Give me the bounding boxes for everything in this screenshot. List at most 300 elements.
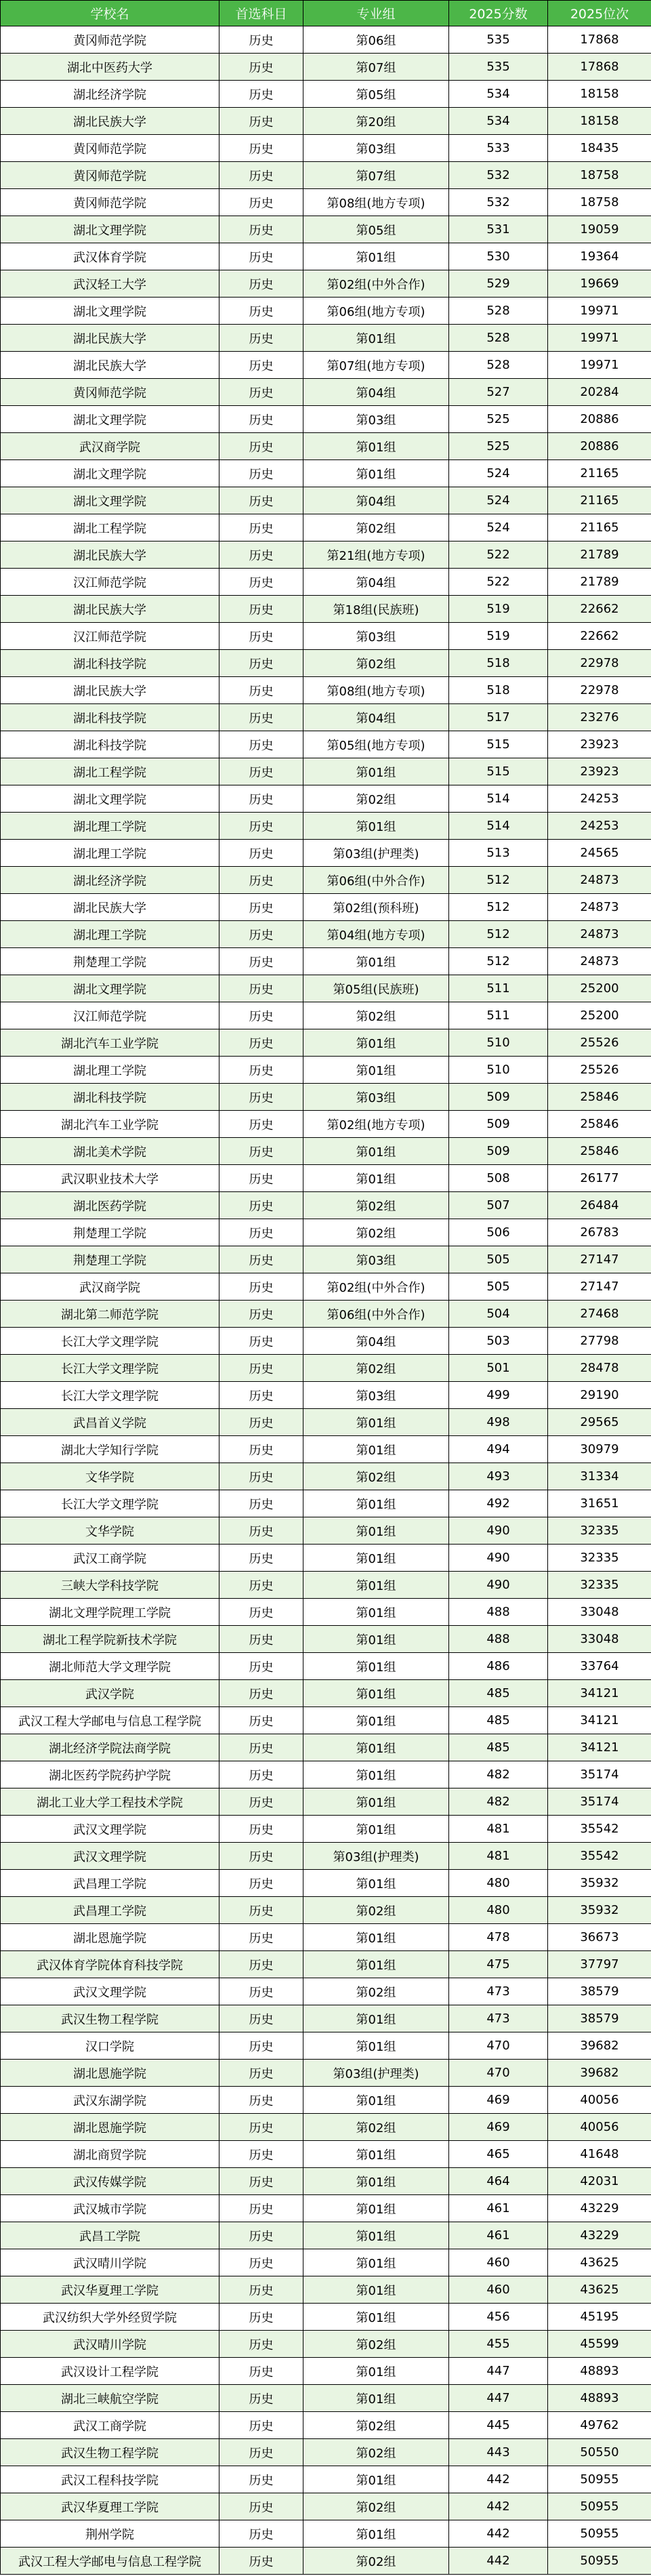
cell-score: 525 xyxy=(449,406,548,433)
cell-subject: 历史 xyxy=(219,2087,303,2114)
table-row xyxy=(1,1029,651,1057)
cell-subject: 历史 xyxy=(219,569,303,596)
table-row xyxy=(1,1626,651,1653)
table-row xyxy=(1,2412,651,2439)
cell-score: 532 xyxy=(449,162,548,189)
cell-school-name: 湖北医药学院药护学院 xyxy=(1,1761,219,1788)
cell-school-name: 武汉生物工程学院 xyxy=(1,2005,219,2032)
cell-subject: 历史 xyxy=(219,2168,303,2195)
cell-rank: 19669 xyxy=(548,270,651,298)
cell-major-group: 第01组 xyxy=(303,1545,449,1572)
cell-rank: 34121 xyxy=(548,1734,651,1761)
cell-major-group: 第02组 xyxy=(303,785,449,813)
cell-subject: 历史 xyxy=(219,1951,303,1978)
cell-subject: 历史 xyxy=(219,81,303,108)
cell-score: 485 xyxy=(449,1680,548,1707)
cell-subject: 历史 xyxy=(219,1843,303,1870)
table-row xyxy=(1,1382,651,1409)
cell-school-name: 湖北恩施学院 xyxy=(1,1924,219,1951)
cell-major-group: 第01组 xyxy=(303,1626,449,1653)
cell-rank: 40056 xyxy=(548,2087,651,2114)
table-row xyxy=(1,569,651,596)
cell-subject: 历史 xyxy=(219,1707,303,1734)
cell-score: 503 xyxy=(449,1328,548,1355)
cell-school-name: 武汉工程科技学院 xyxy=(1,2466,219,2493)
cell-score: 530 xyxy=(449,243,548,270)
cell-subject: 历史 xyxy=(219,894,303,921)
cell-major-group: 第02组 xyxy=(303,1219,449,1246)
cell-score: 525 xyxy=(449,433,548,460)
cell-school-name: 湖北经济学院法商学院 xyxy=(1,1734,219,1761)
cell-subject: 历史 xyxy=(219,1165,303,1192)
cell-school-name: 武汉东湖学院 xyxy=(1,2087,219,2114)
table-row xyxy=(1,270,651,298)
cell-major-group: 第06组(中外合作) xyxy=(303,867,449,894)
cell-school-name: 湖北师范大学文理学院 xyxy=(1,1653,219,1680)
cell-major-group: 第04组(地方专项) xyxy=(303,921,449,948)
cell-rank: 34121 xyxy=(548,1707,651,1734)
cell-major-group: 第01组 xyxy=(303,1029,449,1057)
cell-score: 512 xyxy=(449,867,548,894)
cell-major-group: 第03组(护理类) xyxy=(303,2060,449,2087)
cell-major-group: 第08组(地方专项) xyxy=(303,677,449,704)
cell-major-group: 第01组 xyxy=(303,1057,449,1084)
cell-score: 460 xyxy=(449,2276,548,2304)
table-row xyxy=(1,1138,651,1165)
table-row xyxy=(1,1002,651,1029)
cell-subject: 历史 xyxy=(219,1788,303,1816)
table-row xyxy=(1,2520,651,2548)
cell-rank: 18435 xyxy=(548,135,651,162)
table-row xyxy=(1,26,651,54)
cell-major-group: 第01组 xyxy=(303,813,449,840)
cell-rank: 35174 xyxy=(548,1788,651,1816)
cell-subject: 历史 xyxy=(219,460,303,487)
table-row xyxy=(1,2222,651,2249)
cell-score: 510 xyxy=(449,1057,548,1084)
cell-subject: 历史 xyxy=(219,1517,303,1545)
cell-score: 482 xyxy=(449,1788,548,1816)
cell-school-name: 武汉城市学院 xyxy=(1,2195,219,2222)
cell-score: 460 xyxy=(449,2249,548,2276)
cell-school-name: 武汉职业技术大学 xyxy=(1,1165,219,1192)
table-row xyxy=(1,623,651,650)
table-row xyxy=(1,1355,651,1382)
cell-subject: 历史 xyxy=(219,541,303,569)
cell-score: 442 xyxy=(449,2548,548,2575)
cell-major-group: 第08组(地方专项) xyxy=(303,189,449,216)
table-row xyxy=(1,406,651,433)
table-row xyxy=(1,1951,651,1978)
cell-score: 482 xyxy=(449,1761,548,1788)
cell-school-name: 三峡大学科技学院 xyxy=(1,1572,219,1599)
table-row xyxy=(1,2548,651,2575)
cell-school-name: 荆楚理工学院 xyxy=(1,1246,219,1273)
cell-score: 442 xyxy=(449,2520,548,2548)
cell-rank: 24873 xyxy=(548,948,651,975)
cell-subject: 历史 xyxy=(219,2548,303,2575)
table-row xyxy=(1,189,651,216)
cell-school-name: 湖北文理学院 xyxy=(1,298,219,325)
cell-rank: 40056 xyxy=(548,2114,651,2141)
table-row xyxy=(1,487,651,514)
cell-subject: 历史 xyxy=(219,270,303,298)
table-row xyxy=(1,352,651,379)
cell-subject: 历史 xyxy=(219,785,303,813)
table-row xyxy=(1,460,651,487)
cell-major-group: 第06组(地方专项) xyxy=(303,298,449,325)
cell-subject: 历史 xyxy=(219,1761,303,1788)
table-row xyxy=(1,2114,651,2141)
cell-rank: 45599 xyxy=(548,2331,651,2358)
cell-score: 529 xyxy=(449,270,548,298)
cell-school-name: 武汉华夏理工学院 xyxy=(1,2276,219,2304)
cell-score: 505 xyxy=(449,1246,548,1273)
cell-school-name: 长江大学文理学院 xyxy=(1,1382,219,1409)
cell-score: 461 xyxy=(449,2195,548,2222)
cell-school-name: 湖北民族大学 xyxy=(1,108,219,135)
cell-major-group: 第02组 xyxy=(303,1355,449,1382)
cell-school-name: 湖北三峡航空学院 xyxy=(1,2385,219,2412)
cell-score: 490 xyxy=(449,1545,548,1572)
cell-subject: 历史 xyxy=(219,840,303,867)
cell-subject: 历史 xyxy=(219,1897,303,1924)
cell-major-group: 第01组 xyxy=(303,2005,449,2032)
cell-rank: 20284 xyxy=(548,379,651,406)
table-row xyxy=(1,1680,651,1707)
cell-subject: 历史 xyxy=(219,867,303,894)
cell-rank: 38579 xyxy=(548,2005,651,2032)
cell-school-name: 湖北第二师范学院 xyxy=(1,1301,219,1328)
table-row xyxy=(1,2385,651,2412)
cell-school-name: 湖北经济学院 xyxy=(1,81,219,108)
cell-score: 485 xyxy=(449,1707,548,1734)
table-row xyxy=(1,2249,651,2276)
cell-subject: 历史 xyxy=(219,1355,303,1382)
cell-major-group: 第20组 xyxy=(303,108,449,135)
table-row xyxy=(1,2358,651,2385)
table-row xyxy=(1,1463,651,1490)
cell-major-group: 第01组 xyxy=(303,948,449,975)
cell-subject: 历史 xyxy=(219,1599,303,1626)
cell-rank: 35174 xyxy=(548,1761,651,1788)
cell-school-name: 荆楚理工学院 xyxy=(1,1219,219,1246)
cell-major-group: 第01组 xyxy=(303,1761,449,1788)
table-row xyxy=(1,1409,651,1436)
cell-subject: 历史 xyxy=(219,1463,303,1490)
table-row xyxy=(1,2439,651,2466)
cell-score: 528 xyxy=(449,325,548,352)
table-body xyxy=(1,26,651,2575)
cell-school-name: 湖北美术学院 xyxy=(1,1138,219,1165)
table-row xyxy=(1,704,651,731)
table-row xyxy=(1,921,651,948)
cell-subject: 历史 xyxy=(219,135,303,162)
cell-school-name: 湖北工程学院 xyxy=(1,758,219,785)
table-row xyxy=(1,2304,651,2331)
cell-score: 486 xyxy=(449,1653,548,1680)
cell-rank: 25526 xyxy=(548,1057,651,1084)
cell-rank: 32335 xyxy=(548,1545,651,1572)
cell-major-group: 第03组 xyxy=(303,406,449,433)
cell-score: 524 xyxy=(449,487,548,514)
cell-score: 519 xyxy=(449,623,548,650)
cell-score: 517 xyxy=(449,704,548,731)
cell-rank: 43229 xyxy=(548,2195,651,2222)
table-row xyxy=(1,1897,651,1924)
cell-school-name: 长江大学文理学院 xyxy=(1,1490,219,1517)
cell-subject: 历史 xyxy=(219,1138,303,1165)
cell-school-name: 湖北民族大学 xyxy=(1,677,219,704)
cell-subject: 历史 xyxy=(219,1816,303,1843)
cell-major-group: 第03组(护理类) xyxy=(303,1843,449,1870)
cell-rank: 26177 xyxy=(548,1165,651,1192)
cell-school-name: 武汉华夏理工学院 xyxy=(1,2493,219,2520)
cell-rank: 19971 xyxy=(548,325,651,352)
cell-school-name: 武昌首义学院 xyxy=(1,1409,219,1436)
cell-subject: 历史 xyxy=(219,2412,303,2439)
cell-score: 513 xyxy=(449,840,548,867)
cell-major-group: 第02组 xyxy=(303,2439,449,2466)
table-row xyxy=(1,1490,651,1517)
cell-subject: 历史 xyxy=(219,2520,303,2548)
cell-major-group: 第07组 xyxy=(303,162,449,189)
cell-major-group: 第02组 xyxy=(303,1978,449,2005)
table-row xyxy=(1,243,651,270)
cell-score: 518 xyxy=(449,650,548,677)
cell-rank: 18758 xyxy=(548,162,651,189)
table-row xyxy=(1,1761,651,1788)
cell-school-name: 湖北民族大学 xyxy=(1,541,219,569)
cell-score: 494 xyxy=(449,1436,548,1463)
cell-rank: 24873 xyxy=(548,867,651,894)
table-row xyxy=(1,1165,651,1192)
cell-score: 505 xyxy=(449,1273,548,1301)
cell-school-name: 湖北大学知行学院 xyxy=(1,1436,219,1463)
table-row xyxy=(1,1734,651,1761)
cell-major-group: 第01组 xyxy=(303,1924,449,1951)
cell-score: 507 xyxy=(449,1192,548,1219)
cell-score: 531 xyxy=(449,216,548,243)
cell-major-group: 第01组 xyxy=(303,1653,449,1680)
cell-score: 445 xyxy=(449,2412,548,2439)
cell-score: 511 xyxy=(449,975,548,1002)
cell-major-group: 第01组 xyxy=(303,2385,449,2412)
cell-score: 447 xyxy=(449,2385,548,2412)
table-row xyxy=(1,1870,651,1897)
cell-score: 510 xyxy=(449,1029,548,1057)
cell-major-group: 第01组 xyxy=(303,1165,449,1192)
cell-rank: 28478 xyxy=(548,1355,651,1382)
cell-school-name: 湖北民族大学 xyxy=(1,352,219,379)
table-row xyxy=(1,975,651,1002)
cell-major-group: 第04组 xyxy=(303,569,449,596)
cell-major-group: 第01组 xyxy=(303,2520,449,2548)
cell-school-name: 湖北汽车工业学院 xyxy=(1,1111,219,1138)
cell-major-group: 第18组(民族班) xyxy=(303,596,449,623)
cell-score: 527 xyxy=(449,379,548,406)
cell-major-group: 第04组 xyxy=(303,1328,449,1355)
table-row xyxy=(1,785,651,813)
cell-score: 522 xyxy=(449,569,548,596)
table-row xyxy=(1,2195,651,2222)
header-score-2025: 2025分数 xyxy=(449,1,548,26)
cell-school-name: 武汉晴川学院 xyxy=(1,2249,219,2276)
cell-subject: 历史 xyxy=(219,2032,303,2060)
cell-rank: 25846 xyxy=(548,1111,651,1138)
cell-major-group: 第01组 xyxy=(303,460,449,487)
cell-score: 512 xyxy=(449,921,548,948)
cell-score: 455 xyxy=(449,2331,548,2358)
cell-major-group: 第03组 xyxy=(303,623,449,650)
cell-score: 522 xyxy=(449,541,548,569)
cell-school-name: 黄冈师范学院 xyxy=(1,379,219,406)
table-row xyxy=(1,2276,651,2304)
cell-score: 512 xyxy=(449,948,548,975)
cell-subject: 历史 xyxy=(219,921,303,948)
cell-subject: 历史 xyxy=(219,1680,303,1707)
cell-major-group: 第01组 xyxy=(303,1870,449,1897)
cell-score: 469 xyxy=(449,2114,548,2141)
cell-school-name: 湖北民族大学 xyxy=(1,894,219,921)
cell-school-name: 黄冈师范学院 xyxy=(1,162,219,189)
cell-rank: 35542 xyxy=(548,1843,651,1870)
cell-major-group: 第02组 xyxy=(303,1002,449,1029)
cell-rank: 26783 xyxy=(548,1219,651,1246)
table-row xyxy=(1,758,651,785)
cell-rank: 48893 xyxy=(548,2385,651,2412)
cell-major-group: 第01组 xyxy=(303,2276,449,2304)
cell-major-group: 第02组 xyxy=(303,2493,449,2520)
cell-rank: 36673 xyxy=(548,1924,651,1951)
cell-school-name: 湖北文理学院 xyxy=(1,975,219,1002)
cell-rank: 33048 xyxy=(548,1599,651,1626)
cell-subject: 历史 xyxy=(219,813,303,840)
cell-school-name: 湖北民族大学 xyxy=(1,596,219,623)
cell-rank: 30979 xyxy=(548,1436,651,1463)
cell-major-group: 第06组(中外合作) xyxy=(303,1301,449,1328)
cell-score: 442 xyxy=(449,2466,548,2493)
table-row xyxy=(1,1192,651,1219)
cell-major-group: 第01组 xyxy=(303,1734,449,1761)
cell-major-group: 第03组 xyxy=(303,1382,449,1409)
cell-subject: 历史 xyxy=(219,1436,303,1463)
cell-major-group: 第02组 xyxy=(303,2548,449,2575)
table-row xyxy=(1,867,651,894)
table-row xyxy=(1,1219,651,1246)
table-row xyxy=(1,541,651,569)
cell-score: 514 xyxy=(449,813,548,840)
cell-school-name: 湖北工程学院 xyxy=(1,514,219,541)
cell-rank: 18158 xyxy=(548,108,651,135)
cell-rank: 19059 xyxy=(548,216,651,243)
cell-subject: 历史 xyxy=(219,298,303,325)
cell-school-name: 汉江师范学院 xyxy=(1,623,219,650)
cell-rank: 21165 xyxy=(548,487,651,514)
cell-major-group: 第02组 xyxy=(303,650,449,677)
cell-major-group: 第01组 xyxy=(303,2141,449,2168)
cell-school-name: 湖北工业大学工程技术学院 xyxy=(1,1788,219,1816)
cell-school-name: 湖北恩施学院 xyxy=(1,2060,219,2087)
cell-major-group: 第01组 xyxy=(303,2304,449,2331)
cell-major-group: 第01组 xyxy=(303,1572,449,1599)
cell-school-name: 武汉晴川学院 xyxy=(1,2331,219,2358)
cell-score: 508 xyxy=(449,1165,548,1192)
cell-school-name: 武汉文理学院 xyxy=(1,1978,219,2005)
cell-subject: 历史 xyxy=(219,2249,303,2276)
table-row xyxy=(1,216,651,243)
cell-rank: 17868 xyxy=(548,26,651,54)
cell-rank: 35542 xyxy=(548,1816,651,1843)
cell-subject: 历史 xyxy=(219,2005,303,2032)
cell-subject: 历史 xyxy=(219,2493,303,2520)
cell-subject: 历史 xyxy=(219,189,303,216)
cell-major-group: 第01组 xyxy=(303,1409,449,1436)
cell-major-group: 第01组 xyxy=(303,1680,449,1707)
table-row xyxy=(1,948,651,975)
cell-subject: 历史 xyxy=(219,162,303,189)
cell-subject: 历史 xyxy=(219,2222,303,2249)
cell-rank: 50955 xyxy=(548,2520,651,2548)
table-row xyxy=(1,2168,651,2195)
cell-major-group: 第01组 xyxy=(303,1436,449,1463)
cell-subject: 历史 xyxy=(219,514,303,541)
cell-subject: 历史 xyxy=(219,2060,303,2087)
cell-major-group: 第01组 xyxy=(303,1816,449,1843)
cell-subject: 历史 xyxy=(219,2304,303,2331)
cell-score: 492 xyxy=(449,1490,548,1517)
cell-subject: 历史 xyxy=(219,1029,303,1057)
cell-score: 442 xyxy=(449,2493,548,2520)
cell-score: 481 xyxy=(449,1816,548,1843)
cell-major-group: 第02组(预科班) xyxy=(303,894,449,921)
cell-rank: 22978 xyxy=(548,650,651,677)
cell-major-group: 第07组 xyxy=(303,54,449,81)
cell-rank: 29190 xyxy=(548,1382,651,1409)
cell-score: 518 xyxy=(449,677,548,704)
cell-rank: 24253 xyxy=(548,785,651,813)
cell-score: 535 xyxy=(449,26,548,54)
cell-subject: 历史 xyxy=(219,379,303,406)
cell-score: 478 xyxy=(449,1924,548,1951)
cell-rank: 38579 xyxy=(548,1978,651,2005)
table-row xyxy=(1,1057,651,1084)
cell-rank: 22978 xyxy=(548,677,651,704)
cell-score: 473 xyxy=(449,2005,548,2032)
cell-score: 443 xyxy=(449,2439,548,2466)
cell-school-name: 湖北科技学院 xyxy=(1,650,219,677)
cell-rank: 49762 xyxy=(548,2412,651,2439)
cell-score: 470 xyxy=(449,2060,548,2087)
cell-rank: 22662 xyxy=(548,596,651,623)
cell-major-group: 第02组 xyxy=(303,1463,449,1490)
cell-rank: 39682 xyxy=(548,2060,651,2087)
cell-rank: 50955 xyxy=(548,2493,651,2520)
cell-school-name: 汉江师范学院 xyxy=(1,569,219,596)
cell-rank: 21165 xyxy=(548,514,651,541)
cell-school-name: 湖北医药学院 xyxy=(1,1192,219,1219)
cell-school-name: 武汉商学院 xyxy=(1,433,219,460)
cell-score: 535 xyxy=(449,54,548,81)
cell-score: 511 xyxy=(449,1002,548,1029)
cell-school-name: 武汉轻工大学 xyxy=(1,270,219,298)
cell-rank: 50550 xyxy=(548,2439,651,2466)
cell-school-name: 湖北理工学院 xyxy=(1,921,219,948)
cell-rank: 25526 xyxy=(548,1029,651,1057)
cell-subject: 历史 xyxy=(219,433,303,460)
cell-rank: 48893 xyxy=(548,2358,651,2385)
cell-rank: 41648 xyxy=(548,2141,651,2168)
